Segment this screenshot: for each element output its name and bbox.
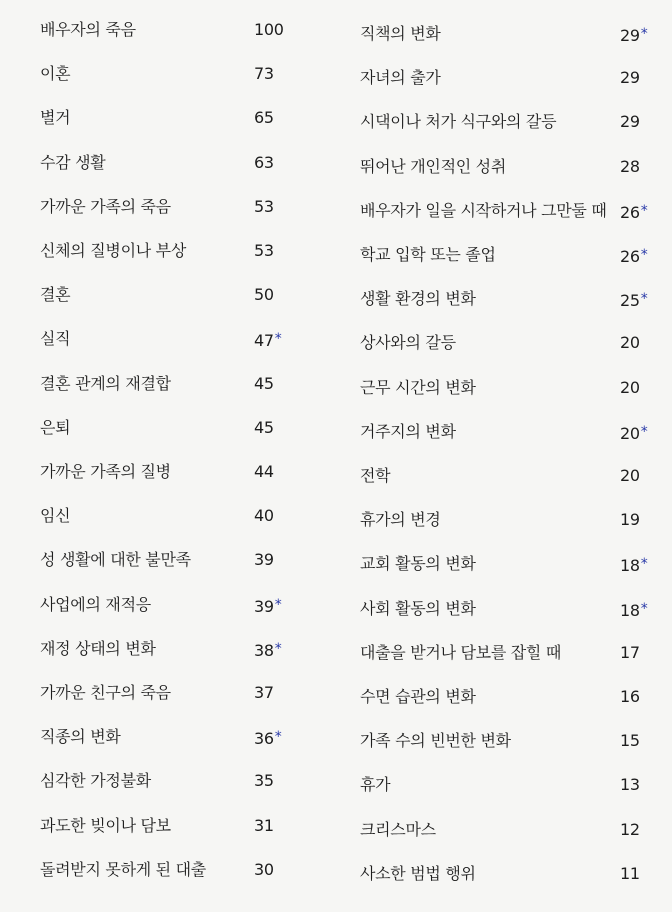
score-value xyxy=(254,850,274,890)
event-label: 배우자가 일을 시작하거나 그만둘 때 xyxy=(360,200,607,220)
table-row xyxy=(0,98,300,138)
event-label: 가까운 가족의 죽음 xyxy=(40,196,171,216)
score-number: 19 xyxy=(620,510,640,530)
table-row xyxy=(0,54,300,94)
asterisk-mark: * xyxy=(640,291,648,308)
event-label: 교회 활동의 변화 xyxy=(360,554,476,574)
event-label: 휴가 xyxy=(360,775,391,795)
table-row xyxy=(0,806,300,846)
score-value xyxy=(254,540,274,580)
table-row xyxy=(0,364,300,404)
table-row xyxy=(340,854,672,894)
asterisk-mark: * xyxy=(640,423,648,440)
event-label: 결혼 관계의 재결합 xyxy=(40,373,171,393)
table-row xyxy=(0,496,300,536)
event-label: 신체의 질병이나 부상 xyxy=(40,241,186,260)
table-row xyxy=(340,721,672,761)
asterisk-mark: * xyxy=(274,331,282,348)
score-value xyxy=(620,765,640,805)
score-value xyxy=(254,187,274,227)
table-row xyxy=(0,673,300,713)
score-number: 30 xyxy=(254,859,274,879)
table-row xyxy=(340,191,672,231)
score-number: 20 xyxy=(620,377,640,397)
event-label: 직책의 변화 xyxy=(360,24,441,43)
score-value xyxy=(254,717,281,759)
asterisk-mark: * xyxy=(640,600,648,617)
score-value xyxy=(620,810,640,850)
score-number: 65 xyxy=(254,108,274,128)
score-number: 45 xyxy=(254,373,274,393)
event-label: 별거 xyxy=(40,108,71,128)
score-value xyxy=(254,143,274,183)
score-value xyxy=(620,589,647,631)
event-label: 결혼 xyxy=(40,285,71,305)
event-label: 직종의 변화 xyxy=(40,727,121,747)
table-row xyxy=(0,761,300,801)
score-number: 26 xyxy=(620,247,640,266)
score-number: 45 xyxy=(254,417,274,437)
table-row xyxy=(340,58,672,98)
table-row xyxy=(0,231,300,271)
table-row xyxy=(0,319,300,359)
table-row xyxy=(340,14,672,54)
event-label: 이혼 xyxy=(40,64,71,84)
score-number: 20 xyxy=(620,466,640,485)
score-value xyxy=(620,544,647,586)
event-label: 가까운 친구의 죽음 xyxy=(40,683,171,702)
table-row xyxy=(0,850,300,890)
table-row xyxy=(340,677,672,717)
table-row xyxy=(0,717,300,757)
score-number: 35 xyxy=(254,771,274,791)
event-label: 사회 활동의 변화 xyxy=(360,598,476,618)
score-number: 38 xyxy=(254,640,274,660)
asterisk-mark: * xyxy=(640,247,648,263)
score-number: 13 xyxy=(620,775,640,795)
score-number: 50 xyxy=(254,285,274,305)
event-label: 생활 환경의 변화 xyxy=(360,289,476,309)
score-value xyxy=(254,364,274,404)
table-row xyxy=(340,147,672,187)
event-label: 실직 xyxy=(40,329,71,349)
score-number: 53 xyxy=(254,196,274,216)
score-value xyxy=(620,456,640,496)
event-label: 휴가의 변경 xyxy=(360,510,441,530)
table-row xyxy=(0,629,300,669)
score-number: 28 xyxy=(620,156,640,176)
score-number: 18 xyxy=(620,600,640,620)
asterisk-mark: * xyxy=(640,202,648,219)
event-label: 임신 xyxy=(40,506,71,526)
score-value xyxy=(254,629,281,671)
table-row xyxy=(340,810,672,850)
score-number: 18 xyxy=(620,556,640,576)
table-row xyxy=(340,279,672,319)
table-row xyxy=(0,187,300,227)
score-number: 12 xyxy=(620,819,640,839)
score-value xyxy=(620,677,640,717)
table-row xyxy=(340,323,672,363)
table-row xyxy=(0,408,300,448)
event-label: 가족 수의 빈번한 변화 xyxy=(360,731,511,751)
event-label: 거주지의 변화 xyxy=(360,421,456,441)
score-value xyxy=(254,319,281,361)
event-label: 과도한 빚이나 담보 xyxy=(40,815,171,835)
event-label: 가까운 가족의 질병 xyxy=(40,462,171,481)
score-value xyxy=(254,496,274,536)
event-label: 성 생활에 대한 불만족 xyxy=(40,550,191,570)
score-number: 15 xyxy=(620,731,640,751)
table-row xyxy=(340,633,672,673)
score-value xyxy=(620,279,647,321)
table-row xyxy=(0,10,300,50)
event-label: 심각한 가정불화 xyxy=(40,771,151,791)
table-row xyxy=(340,412,672,452)
event-label: 배우자의 죽음 xyxy=(40,20,136,39)
event-label: 대출을 받거나 담보를 잡힐 때 xyxy=(360,642,562,662)
event-label: 크리스마스 xyxy=(360,819,436,839)
score-value xyxy=(254,231,274,271)
score-number: 29 xyxy=(620,26,640,45)
score-value xyxy=(254,98,274,138)
asterisk-mark: * xyxy=(274,729,282,746)
event-label: 수감 생활 xyxy=(40,152,106,172)
table-row xyxy=(340,500,672,540)
score-number: 31 xyxy=(254,815,274,835)
event-label: 돌려받지 못하게 된 대출 xyxy=(40,859,206,879)
score-value xyxy=(620,147,640,187)
table-row xyxy=(0,540,300,580)
table-row xyxy=(340,765,672,805)
score-value xyxy=(620,368,640,408)
table-row xyxy=(0,275,300,315)
table-row xyxy=(340,102,672,142)
table-row xyxy=(340,368,672,408)
asterisk-mark: * xyxy=(274,640,282,657)
event-label: 재정 상태의 변화 xyxy=(40,638,156,658)
score-number: 39 xyxy=(254,596,274,616)
score-number: 29 xyxy=(620,68,640,88)
score-number: 53 xyxy=(254,241,274,260)
score-value xyxy=(620,235,647,277)
event-label: 전학 xyxy=(360,466,391,485)
score-number: 40 xyxy=(254,506,274,526)
table-row xyxy=(0,452,300,492)
event-label: 사업에의 재적응 xyxy=(40,594,151,614)
event-label: 수면 습관의 변화 xyxy=(360,687,476,706)
asterisk-mark: * xyxy=(640,556,648,573)
score-value xyxy=(254,806,274,846)
score-value xyxy=(254,761,274,801)
event-label: 학교 입학 또는 졸업 xyxy=(360,245,496,264)
score-value xyxy=(620,191,647,233)
score-number: 16 xyxy=(620,687,640,706)
event-label: 상사와의 갈등 xyxy=(360,333,456,353)
table-row xyxy=(0,143,300,183)
event-label: 사소한 범법 행위 xyxy=(360,863,476,883)
score-value xyxy=(254,452,274,492)
table-row xyxy=(340,589,672,629)
score-number: 17 xyxy=(620,642,640,662)
score-number: 20 xyxy=(620,423,640,443)
score-value xyxy=(620,633,640,673)
table-row xyxy=(340,544,672,584)
score-value xyxy=(620,721,640,761)
score-number: 47 xyxy=(254,331,274,351)
event-label: 근무 시간의 변화 xyxy=(360,377,476,397)
score-number: 39 xyxy=(254,550,274,570)
score-value xyxy=(254,408,274,448)
score-number: 73 xyxy=(254,64,274,84)
score-value xyxy=(254,673,274,713)
score-value xyxy=(620,102,640,142)
score-number: 20 xyxy=(620,333,640,353)
score-number: 37 xyxy=(254,683,274,702)
score-value xyxy=(620,854,640,894)
table-row xyxy=(340,235,672,275)
score-value xyxy=(620,58,640,98)
score-number: 44 xyxy=(254,462,274,481)
asterisk-mark: * xyxy=(274,596,282,613)
score-number: 36 xyxy=(254,729,274,749)
score-value xyxy=(254,585,281,627)
score-number: 63 xyxy=(254,152,274,172)
score-number: 100 xyxy=(254,20,284,39)
table-row xyxy=(340,456,672,496)
score-value xyxy=(620,14,647,56)
score-number: 29 xyxy=(620,112,640,132)
event-label: 시댁이나 처가 식구와의 갈등 xyxy=(360,112,557,132)
score-value xyxy=(620,412,647,454)
event-label: 은퇴 xyxy=(40,417,71,437)
score-value xyxy=(254,275,274,315)
score-number: 26 xyxy=(620,202,640,222)
score-value xyxy=(620,500,640,540)
score-value xyxy=(620,323,640,363)
score-number: 25 xyxy=(620,291,640,311)
score-value xyxy=(254,54,274,94)
score-number: 11 xyxy=(620,863,640,883)
score-value xyxy=(254,10,284,50)
event-label: 뛰어난 개인적인 성취 xyxy=(360,156,506,176)
table-row xyxy=(0,585,300,625)
asterisk-mark: * xyxy=(640,26,648,42)
event-label: 자녀의 출가 xyxy=(360,68,441,88)
